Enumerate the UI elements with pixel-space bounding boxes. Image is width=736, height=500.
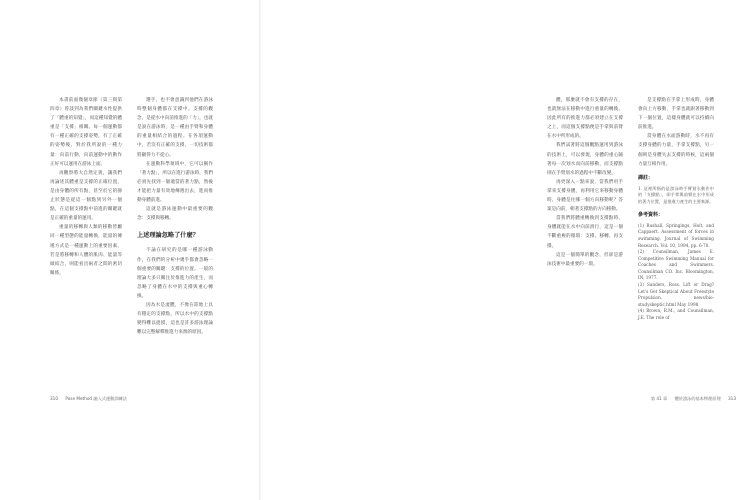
right-page-footer [636, 396, 736, 402]
paragraph: 我們試著將這個觀點運用到游泳的技術上，可以發現，身體的重心隨著每一次划水而向前移動，而支撐點則在手臂划水的過程中不斷改變。 [547, 143, 623, 176]
paragraph: 因為水是流體，不像在陸地上具有穩定的支撐點，所以水中的支撐點變得難以捉摸，這也是許多游泳理論難以完整解釋推進力來源的原因。 [137, 302, 213, 336]
right-page [260, 0, 736, 500]
page-number: 313 [728, 396, 736, 401]
page-number: 310 [50, 396, 58, 401]
notes-heading: 譯註： [638, 174, 654, 181]
reference-item: (3) Sanders, Ross. Lift or Drag? Let's Get Skeptical About Freestyle Propulsion. news/bio-studyskeptic.html May 1998. [638, 282, 714, 307]
paragraph: 這就是游泳運動中最重要的觀念：支撐與移轉。 [137, 207, 213, 222]
paragraph: 再觀察將大自然定義，讓我們再論述其體重是支撐的正確位置，是由身體的所有點，甚至於它的靜止狀態是從這一個點到另外一個點，在這個支撐點中前進的關鍵就是正確的重量的運用。 [50, 170, 122, 222]
paragraph: 當我們將體重轉換到支撐點時，身體就能在水中向前滑行，這是一個不斷重複的循環：支撐、移轉、再支撐。 [547, 216, 623, 249]
section-heading: 上述理論忽略了什麼？ [137, 232, 199, 240]
paragraph: 選手，也不會意識到他們在游泳時整個身體都在支撐中。支撐的觀念，是從水中向前推進的「力」，也就是說在游泳時，是一種由手臂和身體的重量相結合的過程。在各項運動中，若沒有正確的支撐，一切技術都將顯得力不從心。 [137, 98, 213, 158]
paragraph: 不論在研究的是哪一種游泳動作，在我們的分析中幾乎都會忽略一個重要的關鍵：支撐的位置。一般的理論大多只關注於推進力的產生，而忽略了身體在水中的支撐與重心轉換。 [137, 248, 213, 299]
left-page-column-2 [137, 96, 213, 337]
paragraph: 是支撐點在手掌上形成時，身體會向上方移動，手掌也就跟著移動到下一個位置，這樣身體就可以持續向前推進。 [638, 98, 714, 131]
paragraph: 當身體在水面游動時，水不再有支撐身體的力量，手掌支撐點，另一個則是身體失去支撐的時候，這兩個力量互相作用。 [638, 134, 714, 167]
right-page-column-2 [638, 96, 714, 322]
reference-item: (1) Rushall, Springings, Holt, and Cappaert. Assessment of forces in swimming. Journal of Swimming Research. Vol. 10, 1994, pp. 6-70. [638, 222, 714, 248]
chapter-title: 體於游泳的基本物理原理 [674, 396, 721, 401]
paragraph: 再更深入一點來說，當我們用手掌來支撐身體，再利用它來移動身體時，身體是往哪一個方向移動呢？答案是向前，朝著支撐點的方向移動。 [547, 179, 623, 213]
left-page [0, 0, 260, 500]
chapter-label: 第 41 章 [650, 396, 668, 401]
left-page-column-1 [50, 96, 122, 278]
paragraph: 重量的移轉與人類的移動皆屬同一種型態的能量轉換，能量的傳遞方式是一種運動上的重要因素，若是將移轉和人體的肌肉、能量等做結合，則能看出兩者之間的密切關係。 [50, 225, 122, 276]
paragraph: 體，那麼就不會有支撐的存在，也就無法在移動中進行重量的轉換。因此所有的推進力都必須建立在支撐之上，而這個支撐點便是手掌與前臂在水中所形成的。 [547, 98, 623, 140]
book-title: Pose Method 融入式運動訓練法 [65, 396, 127, 401]
left-page-footer [50, 396, 133, 402]
paragraph: 這是一個簡單的觀念，但卻是游泳技術中最重要的一環。 [547, 252, 623, 267]
translator-note: 1. 這裡所指的是游泳時手臂划水動作中的「支撐點」，即手掌與前臂在水中形成的著力位置，是推進力產生的主要來源。 [638, 185, 714, 205]
right-page-column-1 [547, 96, 623, 269]
paragraph: 本書前面幾個章節（第三與第四章）曾談到為我們關鍵水性提供了「體重的知覺」，而這種知覺的體重是「支撐」相關。每一個運動都有一種正確的支撐姿勢，有了正確的姿勢後，對於我所說的一種力量：向前行動，向前運動中的動作正好可以運用在游泳上面。 [50, 98, 122, 167]
reference-item: (4) Brown, R.M., and Counsilman, J.E. The role of [638, 308, 714, 321]
paragraph: 在運動科學領域中，它可以稱作「著力點」，所以在進行游泳時，我們必須先找到一個適當的著力點，然後才能把力量有效地傳遞出去，進而推動身體前進。 [137, 161, 213, 204]
reference-item: (2) Counsilman, James E. Competitive Swimming Manual for Coaches and Swimmers. Counsilman CO. Inc. Bloomington, IN, 1977. [638, 249, 714, 281]
references-list [638, 223, 714, 322]
references-heading: 參考資料： [638, 211, 664, 218]
